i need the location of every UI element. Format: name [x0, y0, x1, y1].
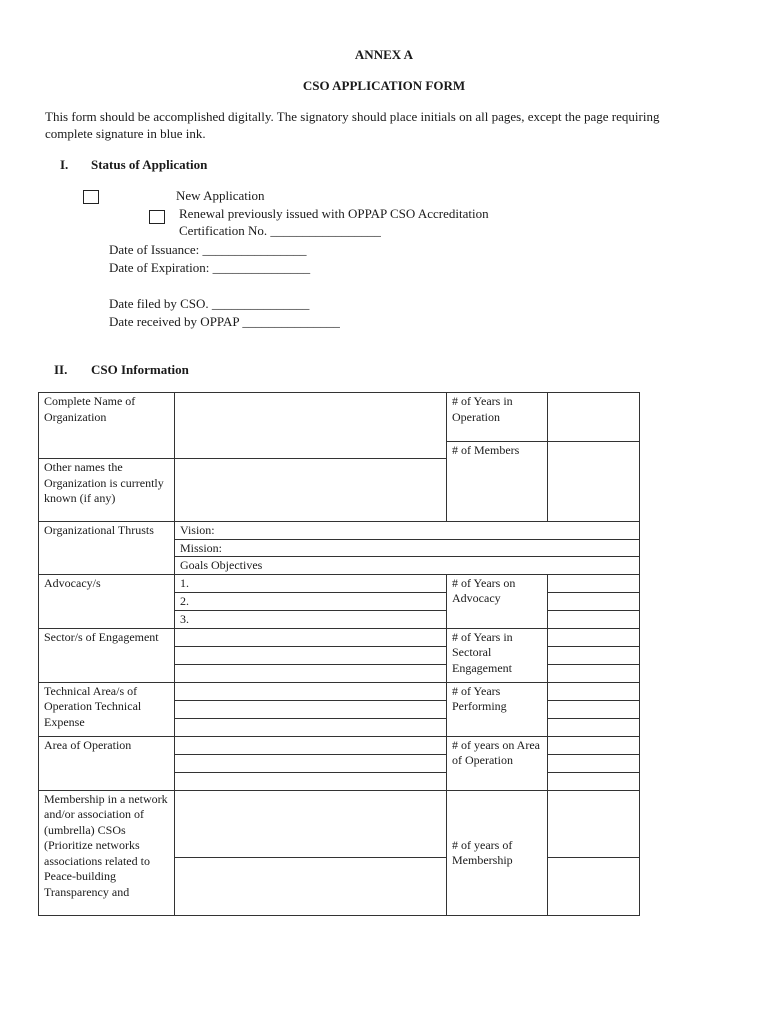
section-1-number: I. [60, 157, 69, 172]
years-on-advocacy-input-2[interactable] [548, 592, 640, 610]
advocacy-field-1[interactable]: 1. [175, 574, 447, 592]
years-sectoral-engagement-label: # of Years in Sectoral Engagement [447, 628, 548, 682]
years-on-advocacy-input-1[interactable] [548, 574, 640, 592]
section-1-title: Status of Application [91, 157, 208, 172]
sector-input-1[interactable] [175, 628, 447, 646]
section-2-number: II. [54, 362, 68, 377]
section-2-title: CSO Information [91, 362, 189, 377]
other-names-input[interactable] [175, 459, 447, 522]
technical-input-1[interactable] [175, 682, 447, 700]
intro-line-2: complete signature in blue ink. [45, 126, 206, 141]
years-membership-label: # of years of Membership [447, 790, 548, 915]
members-label: # of Members [447, 442, 548, 522]
date-of-issuance-field[interactable]: Date of Issuance: ________________ [109, 242, 307, 257]
mission-field[interactable]: Mission: [175, 539, 640, 557]
years-sectoral-input-2[interactable] [548, 646, 640, 664]
organizational-thrusts-label: Organizational Thrusts [39, 522, 175, 575]
goals-objectives-field[interactable]: Goals Objectives [175, 557, 640, 575]
complete-name-input[interactable] [175, 393, 447, 459]
years-area-input-3[interactable] [548, 772, 640, 790]
years-sectoral-input-3[interactable] [548, 664, 640, 682]
new-application-checkbox[interactable] [83, 190, 99, 204]
years-area-label: # of years on Area of Operation [447, 736, 548, 790]
vision-field[interactable]: Vision: [175, 522, 640, 540]
years-on-advocacy-input-3[interactable] [548, 610, 640, 628]
area-input-3[interactable] [175, 772, 447, 790]
years-on-advocacy-label: # of Years on Advocacy [447, 574, 548, 628]
technical-input-2[interactable] [175, 700, 447, 718]
date-filed-field[interactable]: Date filed by CSO. _______________ [109, 296, 310, 311]
years-performing-label: # of Years Performing [447, 682, 548, 736]
membership-input-1[interactable] [175, 790, 447, 857]
years-performing-input-3[interactable] [548, 718, 640, 736]
cso-information-table [38, 392, 640, 916]
certification-no-field[interactable]: Certification No. _________________ [179, 223, 381, 238]
technical-area-label: Technical Area/s of Operation Technical Expense [39, 682, 175, 736]
advocacy-label: Advocacy/s [39, 574, 175, 628]
years-area-input-2[interactable] [548, 754, 640, 772]
date-received-field[interactable]: Date received by OPPAP _______________ [109, 314, 340, 329]
area-input-1[interactable] [175, 736, 447, 754]
membership-label: Membership in a network and/or association of (umbrella) CSOs (Prioritize networks associations related to Peace-building Transparency and [39, 790, 175, 915]
years-area-input-1[interactable] [548, 736, 640, 754]
area-of-operation-label: Area of Operation [39, 736, 175, 790]
years-in-operation-input[interactable] [548, 393, 640, 442]
intro-line-1: This form should be accomplished digitally. The signatory should place initials on all pages, except the page requiring [45, 109, 660, 124]
technical-input-3[interactable] [175, 718, 447, 736]
members-input[interactable] [548, 442, 640, 522]
renewal-checkbox[interactable] [149, 210, 165, 224]
renewal-label: Renewal previously issued with OPPAP CSO Accreditation [179, 206, 489, 221]
years-performing-input-1[interactable] [548, 682, 640, 700]
other-names-label: Other names the Organization is currently known (if any) [39, 459, 175, 522]
area-input-2[interactable] [175, 754, 447, 772]
years-performing-input-2[interactable] [548, 700, 640, 718]
sector-input-3[interactable] [175, 664, 447, 682]
years-membership-input-1[interactable] [548, 790, 640, 857]
annex-label: ANNEX A [354, 47, 414, 62]
new-application-label: New Application [176, 188, 265, 203]
advocacy-field-2[interactable]: 2. [175, 592, 447, 610]
membership-input-2[interactable] [175, 857, 447, 915]
years-in-operation-label: # of Years in Operation [447, 393, 548, 442]
complete-name-label: Complete Name of Organization [39, 393, 175, 459]
years-sectoral-input-1[interactable] [548, 628, 640, 646]
date-of-expiration-field[interactable]: Date of Expiration: _______________ [109, 260, 311, 275]
form-title: CSO APPLICATION FORM [302, 78, 466, 93]
advocacy-field-3[interactable]: 3. [175, 610, 447, 628]
sector-input-2[interactable] [175, 646, 447, 664]
years-membership-input-2[interactable] [548, 857, 640, 915]
sector-of-engagement-label: Sector/s of Engagement [39, 628, 175, 682]
